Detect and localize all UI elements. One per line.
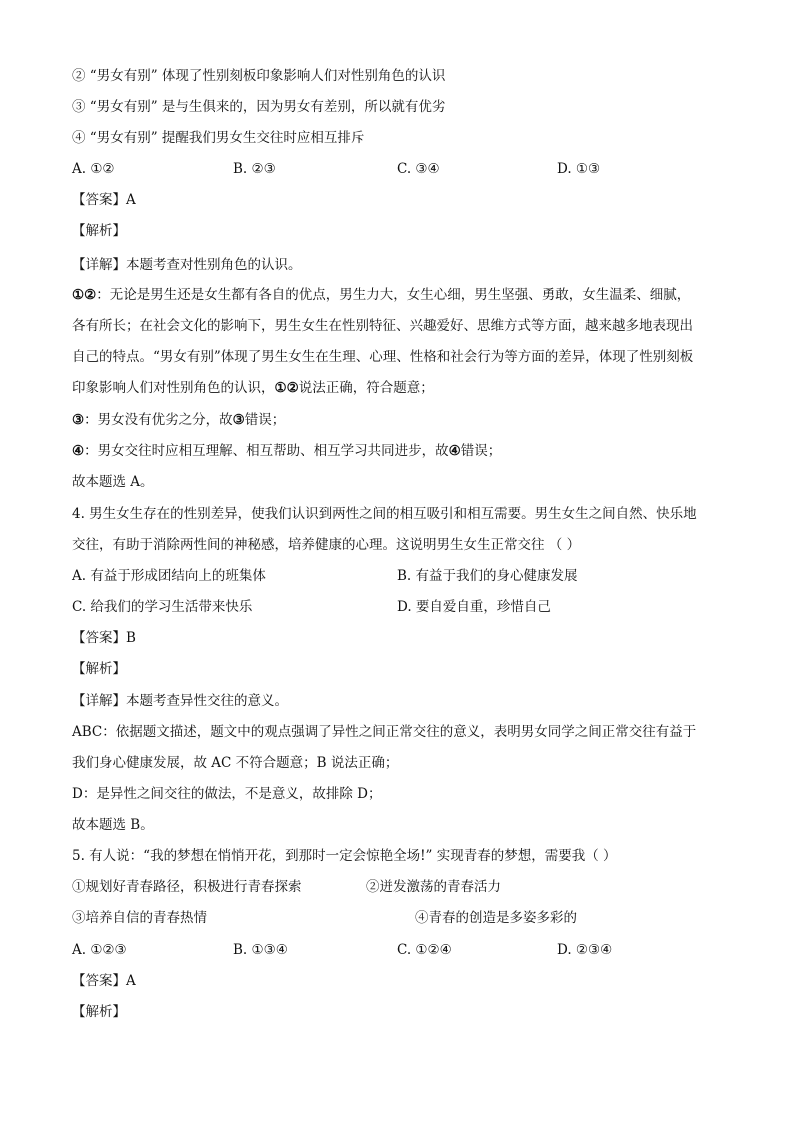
q5-option-a: A. ①②③	[72, 942, 127, 958]
q4-stem-line-1: 4. 男生女生存在的性别差异，使我们认识到两性之间的相互吸引和相互需要。男生女生之间自然、快乐地	[72, 506, 697, 522]
q4-option-a: A. 有益于形成团结向上的班集体	[72, 568, 266, 584]
q3-option-d: D. ①③	[557, 161, 601, 177]
q3-statement-2: ② “男女有别” 体现了性别刻板印象影响人们对性别角色的认识	[72, 68, 446, 84]
q3-exp2-b: ③	[232, 412, 245, 428]
q3-exp3-c: 错误；	[460, 443, 502, 459]
q5-statement-1: ①规划好青春路径，积极进行青春探索	[72, 879, 302, 895]
q3-option-a: A. ①②	[72, 161, 115, 177]
q3-exp3-lead: ④	[72, 443, 85, 459]
q3-exp2-a: ：男女没有优劣之分，故	[84, 412, 233, 428]
q3-analysis-label: 【解析】	[72, 223, 126, 239]
q5-option-b: B. ①③④	[233, 942, 288, 958]
q5-option-c: C. ①②④	[397, 942, 452, 958]
q3-exp3-a: ：男女交往时应相互理解、相互帮助、相互学习共同进步，故	[84, 443, 449, 459]
q5-stem: 5. 有人说：“我的梦想在悄悄开花，到那时一定会惊艳全场!” 实现青春的梦想，需要我（ ）	[72, 848, 617, 864]
q3-exp3-b: ④	[448, 443, 461, 459]
q5-answer: 【答案】A	[72, 973, 136, 989]
q3-explanation-line-6	[72, 441, 501, 461]
q5-statement-3: ③培养自信的青春热情	[72, 910, 207, 926]
q3-statement-4: ④ “男女有别” 提醒我们男女生交往时应相互排斥	[72, 130, 365, 146]
q3-explanation-line-4	[72, 378, 434, 398]
q3-detail: 【详解】本题考查对性别角色的认识。	[72, 257, 302, 273]
q4-stem-line-2: 交往，有助于消除两性间的神秘感，培养健康的心理。这说明男生女生正常交往 （ ）	[72, 537, 581, 553]
q3-explanation-line-1	[72, 285, 690, 305]
q4-explanation-line-1: ABC：依据题文描述，题文中的观点强调了异性之间正常交往的意义，表明男女同学之间正常交往有益于	[72, 724, 697, 740]
q3-answer: 【答案】A	[72, 192, 136, 208]
q4-answer: 【答案】B	[72, 630, 136, 646]
q5-option-d: D. ②③④	[557, 942, 613, 958]
q5-statement-2: ②迸发激荡的青春活力	[366, 879, 501, 895]
q5-statement-4: ④青春的创造是多姿多彩的	[415, 910, 577, 926]
q4-option-c: C. 给我们的学习生活带来快乐	[72, 599, 253, 615]
q4-option-d: D. 要自爱自重，珍惜自己	[397, 599, 551, 615]
q3-explanation-line-3: 自己的特点。“男女有别”体现了男生女生在生理、心理、性格和社会行为等方面的差异，体现了性别刻板	[72, 349, 694, 365]
q3-option-c: C. ③④	[397, 161, 440, 177]
q3-exp1-line4c: 说法正确，符合题意；	[298, 380, 434, 396]
q3-conclusion: 故本题选 A。	[72, 474, 154, 490]
q4-option-b: B. 有益于我们的身心健康发展	[397, 568, 578, 584]
q3-exp2-c: 错误；	[244, 412, 286, 428]
q4-explanation-line-2: 我们身心健康发展，故 AC 不符合题意；B 说法正确；	[72, 755, 399, 771]
q3-exp1-text: ：无论是男生还是女生都有各自的优点，男生力大，女生心细，男生坚强、勇敢，女生温柔、细腻，	[96, 287, 691, 303]
q4-analysis-label: 【解析】	[72, 661, 126, 677]
q3-exp1-line4a: 印象影响人们对性别角色的认识，	[72, 380, 275, 396]
q3-statement-3: ③ “男女有别” 是与生俱来的，因为男女有差别，所以就有优劣	[72, 99, 446, 115]
q4-explanation-line-3: D：是异性之间交往的做法，不是意义，故排除 D；	[72, 786, 382, 802]
q3-exp1-lead: ①②	[72, 287, 97, 303]
q3-explanation-line-2: 各有所长；在社会文化的影响下，男生女生在性别特征、兴趣爱好、思维方式等方面，越来越多地表现出	[72, 318, 693, 334]
q3-explanation-line-5	[72, 410, 285, 430]
q3-option-b: B. ②③	[233, 161, 276, 177]
q4-conclusion: 故本题选 B。	[72, 817, 154, 833]
q4-detail: 【详解】本题考查异性交往的意义。	[72, 693, 288, 709]
q3-exp1-line4b: ①②	[274, 380, 299, 396]
q5-analysis-label: 【解析】	[72, 1004, 126, 1020]
q3-exp2-lead: ③	[72, 412, 85, 428]
